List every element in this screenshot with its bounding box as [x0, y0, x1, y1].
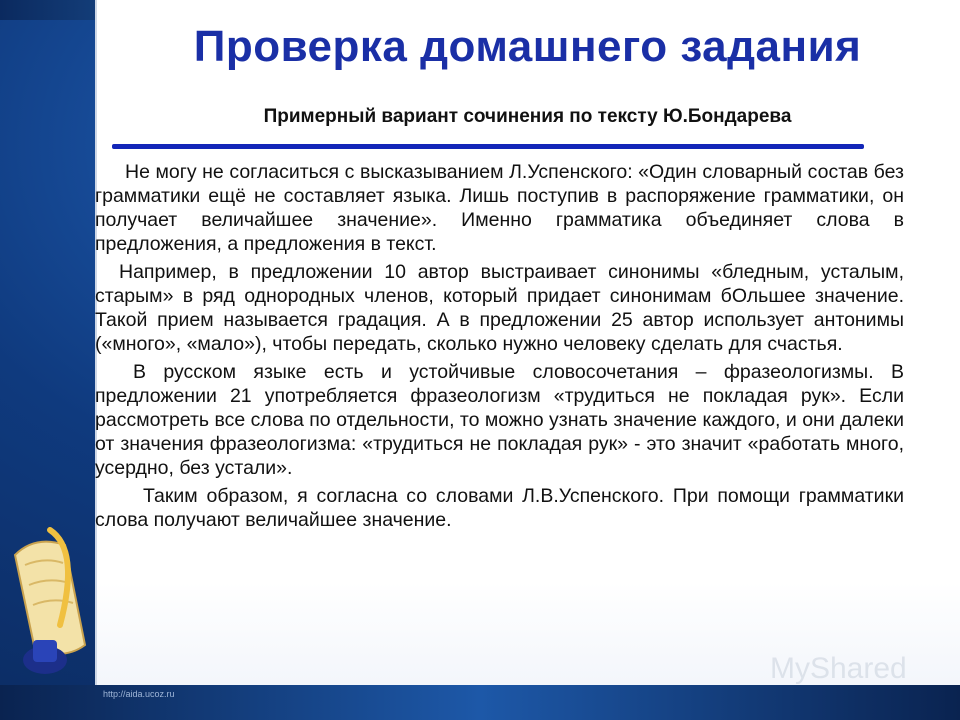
essay-paragraph-3: В русском языке есть и устойчивые словосочетания – фразеологизмы. В предложении 21 употребляется фразеологизм «трудиться не покладая рук». Если рассмотреть все слова по отдельности, то можно узнать значение каждого, и они далеки от значения фразеологизма: «трудиться не покладая рук» - это значит «работать много, усердно, без устали». [95, 361, 904, 479]
slide-title: Проверка домашнего задания [193, 22, 862, 71]
slide-subtitle: Примерный вариант сочинения по тексту Ю.Бондарева [263, 106, 792, 127]
essay-paragraph-4: Таким образом, я согласна со словами Л.В.Успенского. При помощи грамматики слова получают величайшее значение. [95, 485, 904, 531]
title-divider [112, 144, 864, 149]
scroll-quill-icon [5, 525, 95, 685]
essay-paragraph-2: Например, в предложении 10 автор выстраивает синонимы «бледным, усталым, старым» в ряд однородных членов, который придает синонимам бОльшее значение. Такой прием называется градация. А в предложении 25 автор использует антонимы («много», «мало»), чтобы передать, сколько нужно человеку сделать для счастья. [95, 261, 904, 355]
essay-paragraph-1: Не могу не согласиться с высказыванием Л.Успенского: «Один словарный состав без грамматики ещё не составляет языка. Лишь поступив в распоряжение грамматики, он получает величайшее значение». Именно грамматика объединяет слова в предложения, а предложения в текст. [95, 161, 904, 255]
essay-body [95, 160, 904, 536]
footer-url: http://aida.ucoz.ru [103, 689, 175, 699]
watermark-logo: MyShared [770, 652, 907, 685]
